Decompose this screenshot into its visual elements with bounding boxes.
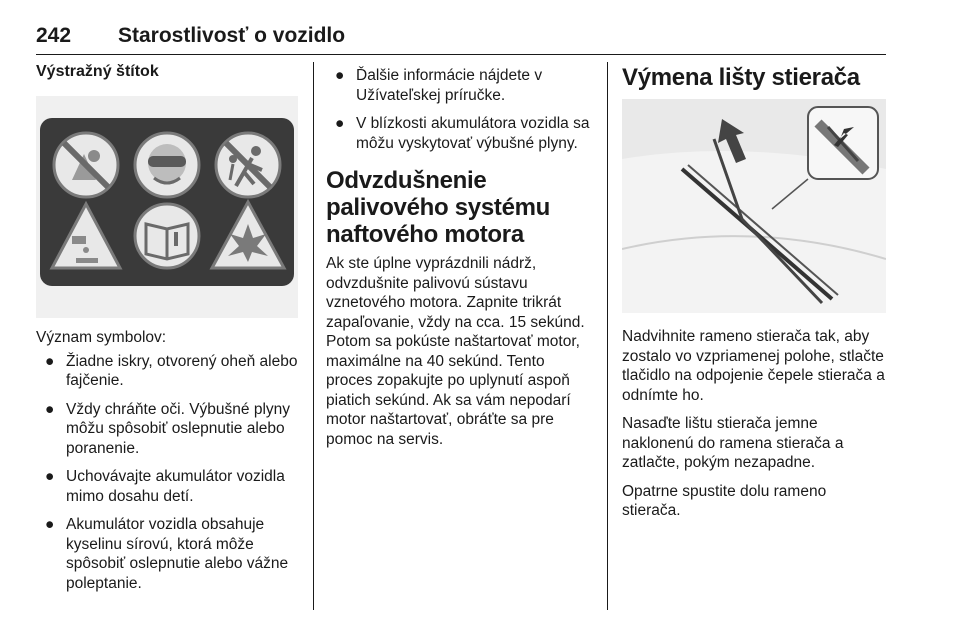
list-item: ● Ďalšie informácie nájdete v Užívateľskej príručke. [335,67,543,104]
fuel-bleed-heading: Odvzdušnenie palivového systému naftového motora [326,167,551,248]
wiper-figure [622,99,886,313]
wiper-step-2: Nasaďte lištu stierača jemne naklonenú do ramena stierača a zatlačte, pokým nezapadne. [622,415,844,471]
bullet-icon: ● [45,516,55,533]
column-right [622,62,886,521]
bullet-icon: ● [335,115,345,132]
column-divider [607,62,608,610]
column-left [36,62,298,602]
wiper-heading: Výmena lišty stierača [622,64,860,91]
list-item: ● Vždy chráňte oči. Výbušné plyny môžu spôsobiť oslepnutie alebo poranenie. [45,400,291,457]
no-fire-icon [54,133,118,197]
list-item: ● V blízkosti akumulátora vozidla sa môžu vyskytovať výbušné plyny. [335,115,590,152]
bullet-icon: ● [335,67,345,84]
column-middle [326,66,594,449]
symbols-intro: Význam symbolov: [36,329,167,346]
wiper-step-1: Nadvihnite rameno stierača tak, aby zostalo vo vzpriamenej polohe, stlačte tlačidlo na odpojenie čepele stierača a odnímte ho. [622,328,885,404]
info-list [326,66,594,153]
warning-label-figure [36,96,298,318]
list-item: ● Akumulátor vozidla obsahuje kyselinu sírovú, ktorá môže spôsobiť oslepnutie alebo vážne poleptanie. [45,516,289,592]
page-number: 242 [36,24,72,47]
eye-protection-icon [135,133,199,197]
chapter-title: Starostlivosť o vozidlo [118,24,346,47]
warning-label-heading: Výstražný štítok [36,63,159,80]
wiper-blade-image [622,99,886,313]
page-header [36,20,886,55]
keep-children-away-icon [216,133,280,197]
list-item: ● Uchovávajte akumulátor vozidla mimo dosahu detí. [45,468,285,505]
read-manual-icon [135,204,199,268]
fuel-bleed-paragraph: Ak ste úplne vyprázdnili nádrž, odvzdušnite palivovú sústavu vznetového motora. Zapnite trikrát zapaľovanie, vždy na cca. 15 sekúnd. Potom sa pokúste naštartovať motor, maximálne na 40 sekúnd. Tento proces zopakujte po uplynutí aspoň piatich sekúnd. Ak sa vám nepodarí motor naštartovať, obráťte sa pre pomoc na servis. [326,255,585,448]
list-item: ● Žiadne iskry, otvorený oheň alebo fajčenie. [45,352,298,389]
bullet-icon: ● [45,400,55,418]
symbols-list [36,352,298,594]
bullet-icon: ● [45,468,55,485]
warning-symbols-image [36,96,298,318]
column-divider [313,62,314,610]
bullet-icon: ● [45,352,55,370]
wiper-step-3: Opatrne spustite dolu rameno stierača. [622,482,827,519]
